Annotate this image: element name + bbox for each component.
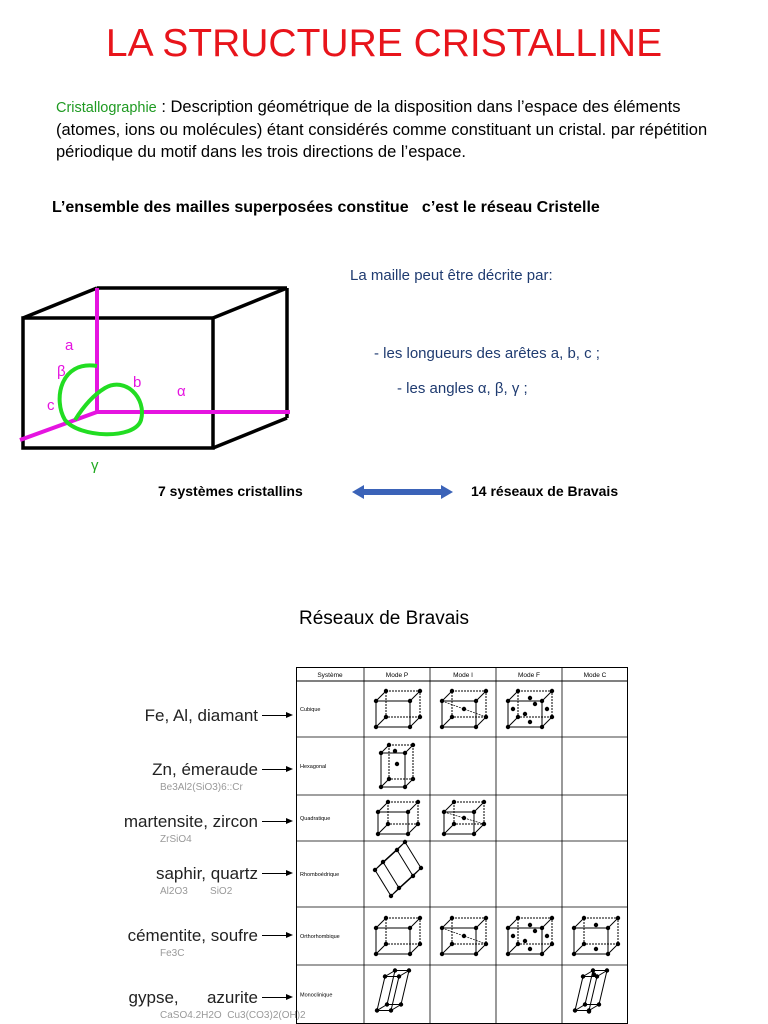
mineral-name: gypse, azurite bbox=[128, 988, 258, 1007]
lattice-cell-icon bbox=[375, 968, 411, 1012]
table-header: Mode F bbox=[517, 672, 541, 679]
arrow-head bbox=[286, 870, 293, 876]
label-gamma: γ bbox=[91, 457, 99, 474]
lattice-cell-icon bbox=[573, 968, 609, 1013]
lattice-cell-icon bbox=[376, 800, 420, 836]
lattice-cell-icon bbox=[374, 916, 422, 956]
cube-edge bbox=[23, 288, 97, 318]
table-header: Système bbox=[317, 672, 343, 679]
double-arrow-icon bbox=[350, 483, 455, 501]
table-header: Mode P bbox=[385, 672, 409, 679]
mineral-name: cémentite, soufre bbox=[127, 926, 258, 945]
lattice-cell-icon bbox=[506, 689, 554, 729]
system-name: Hexagonal bbox=[300, 764, 327, 770]
bravais-count-label: 14 réseaux de Bravais bbox=[471, 483, 619, 499]
maille-angles: - les angles α, β, γ ; bbox=[397, 380, 528, 397]
label-beta: β bbox=[57, 363, 66, 380]
definition-paragraph bbox=[56, 96, 736, 163]
maille-lengths: - les longueurs des arêtes a, b, c ; bbox=[374, 345, 600, 362]
arrow-head bbox=[286, 994, 293, 1000]
mineral-name: martensite, zircon bbox=[123, 812, 258, 831]
mineral-formula: Fe3C bbox=[160, 948, 185, 959]
system-name: Monoclinique bbox=[300, 992, 333, 999]
angle-arcs bbox=[60, 365, 142, 434]
lattice-cell-icon bbox=[379, 743, 415, 789]
lattice-cell-icon bbox=[442, 800, 486, 836]
maille-intro: La maille peut être décrite par: bbox=[350, 267, 553, 284]
system-name: Cubique bbox=[300, 707, 321, 713]
label-alpha: α bbox=[177, 383, 186, 400]
lattice-cell-icon bbox=[373, 840, 423, 898]
label-a: a bbox=[65, 337, 74, 354]
cube-edge bbox=[213, 288, 287, 318]
lattice-cell-icon bbox=[506, 916, 554, 956]
label-c: c bbox=[47, 397, 55, 414]
mineral-name: Fe, Al, diamant bbox=[144, 706, 258, 725]
mineral-name: saphir, quartz bbox=[155, 864, 258, 883]
arrow-head bbox=[286, 932, 293, 938]
definition-term: Cristallographie bbox=[56, 100, 157, 116]
system-name: Quadratique bbox=[300, 816, 331, 822]
arrow-head bbox=[286, 818, 293, 824]
table-border bbox=[297, 668, 628, 1024]
arrow-head bbox=[286, 712, 293, 718]
mineral-name: Zn, émeraude bbox=[152, 760, 258, 779]
axis-c bbox=[20, 412, 97, 440]
definition-separator: : bbox=[156, 98, 171, 116]
unit-cell-diagram bbox=[15, 280, 315, 480]
arrow-head bbox=[286, 766, 293, 772]
mineral-formula: Be3Al2(SiO3)6::Cr bbox=[160, 782, 243, 793]
lattice-cell-icon bbox=[440, 916, 488, 956]
system-name: Orthorhombique bbox=[300, 934, 340, 940]
bravais-section-title: Réseaux de Bravais bbox=[298, 608, 470, 629]
system-name: Rhomboédrique bbox=[300, 872, 340, 878]
mineral-formula: ZrSiO4 bbox=[160, 834, 192, 845]
table-header: Mode C bbox=[583, 672, 607, 679]
bravais-table bbox=[296, 667, 628, 1024]
mineral-formula: CaSO4.2H2O Cu3(CO3)2(OH)2 bbox=[160, 1010, 306, 1021]
ensemble-statement: L’ensemble des mailles superposées constitue c’est le réseau Cristelle bbox=[52, 199, 600, 216]
lattice-cell-icon bbox=[572, 916, 620, 956]
page-title: LA STRUCTURE CRISTALLINE bbox=[105, 22, 663, 65]
table-header: Mode I bbox=[453, 672, 473, 679]
cube-edge bbox=[213, 418, 287, 448]
lattice-cell-icon bbox=[374, 689, 422, 729]
definition-text: Description géométrique de la disposition dans l’espace des éléments (atomes, ions ou molécules) étant considérés comme constituant un cristal. par répétition périodique du motif dans les trois directions de l’espace. bbox=[56, 98, 708, 161]
label-b: b bbox=[133, 374, 142, 391]
lattice-cell-icon bbox=[440, 689, 488, 729]
systems-label: 7 systèmes cristallins bbox=[158, 483, 303, 499]
mineral-formula: Al2O3 SiO2 bbox=[160, 886, 233, 897]
